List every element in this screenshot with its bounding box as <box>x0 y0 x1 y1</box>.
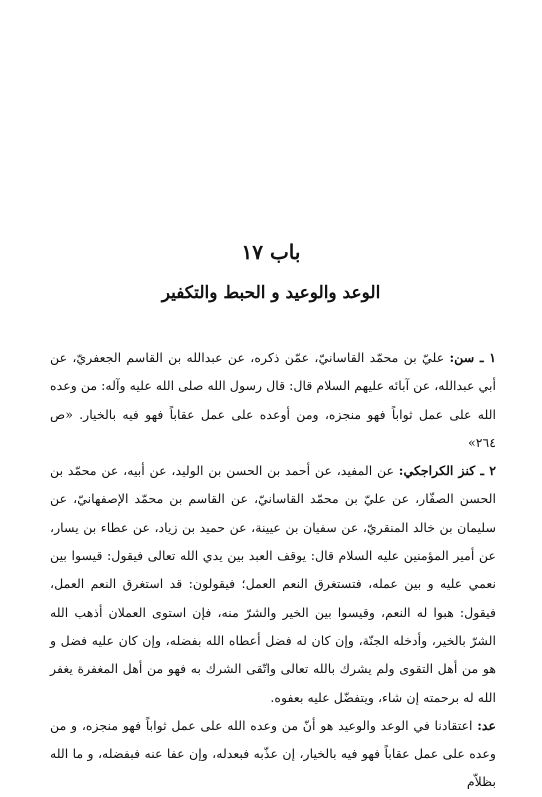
paragraph-2-text: عن المفيد، عن أحمد بن الحسن بن الوليد، عن أبيه، عن محمّد بن الحسن الصفّار، عن عليّ بن محمّد القاسانيّ، عن القاسم بن محمّد الإصفهانيّ، عن سليمان بن خالد المنقريّ، عن سفيان بن عيينة، عن حميد بن زياد، عن عطاء بن يسار، عن أمير المؤمنين عليه السلام قال: يوقف العبد بين يدي الله تعالى فيقول: قيسوا بين نعمي عليه و بين عمله، فتستغرق النعم العمل؛ فيقولون: قد استغرق النعم العمل، فيقول: هبوا له النعم، وقيسوا بين الخير والشرّ منه، فإن استوى العملان أذهب الله الشرّ بالخير، وأدخله الجنّة، وإن كان له فضل أعطاه الله بفضله، وإن كان عليه فضل و هو من أهل التقوى ولم يشرك بالله تعالى واتّقى الشرك به فهو من أهل المغفرة يغفر الله له برحمته إن شاء، ويتفضّل عليه بعفوه. <box>50 463 496 705</box>
paragraph-1 <box>50 344 496 457</box>
paragraph-1-lead: ١ ـ سن: <box>449 350 496 365</box>
chapter-subtitle: الوعد والوعيد و الحبط والتكفير <box>161 283 381 303</box>
paragraph-3-text: اعتقادنا في الوعد والوعيد هو أنّ من وعده الله على عمل ثواباً فهو منجزه، و من وعده على عمل عقاباً فهو فيه بالخيار، إن عذّبه فبعدله، وإن عفا عنه فبفضله، و ما الله بظلاّم <box>50 717 496 790</box>
paragraph-2-lead: ٢ ـ كنز الكراجكي: <box>398 463 496 479</box>
body-text <box>50 344 496 797</box>
paragraph-3-lead: عد: <box>477 717 496 733</box>
paragraph-2 <box>50 457 496 712</box>
paragraph-3 <box>50 712 496 797</box>
chapter-title: باب ١٧ <box>241 240 301 264</box>
paragraph-1-text: عليّ بن محمّد القاسانيّ، عمّن ذكره، عن عبدالله بن القاسم الجعفريّ، عن أبي عبدالله، عن آبائه عليهم السلام قال: قال رسول الله صلى الله عليه وآله: من وعده الله على عمل ثواباً فهو منجزه، ومن أوعده على عمل عقاباً فهو فيه بالخيار. «ص ٢٦٤» <box>50 350 496 450</box>
